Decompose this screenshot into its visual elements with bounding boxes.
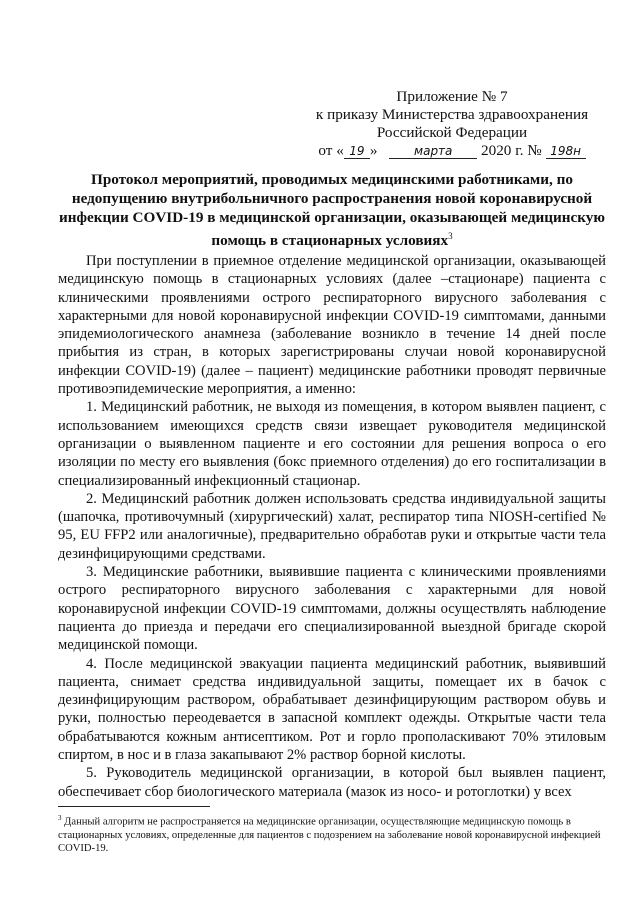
document-title (58, 170, 606, 250)
paragraph-2: 2. Медицинский работник должен использовать средства индивидуальной защиты (шапочка, противочумный (хирургический) халат, респиратор типа NIOSH-certified № 95, EU FFP2 или аналогичные), предварительно обработав руки и открытые части тела дезинфицирующими средствами. (58, 490, 606, 562)
handwritten-order-number: 198н (546, 144, 586, 159)
footnote-divider (58, 806, 210, 807)
footnote (58, 812, 606, 856)
date-mid: » (369, 142, 378, 159)
date-prefix: от « (318, 142, 344, 159)
paragraph-1: 1. Медицинский работник, не выходя из помещения, в котором выявлен пациент, с использованием имеющихся средств связи извещает руководителя медицинской организации о выявленном пациенте и его состоянии для решения вопроса о его изоляции по месту его выявления (бокс приемного отделения) до его госпитализации в специализированный инфекционный стационар. (58, 399, 606, 489)
appendix-number: Приложение № 7 (396, 88, 508, 105)
paragraph-5: 5. Руководитель медицинской организации, в которой был выявлен пациент, обеспечивает сбор биологического материала (мазок из носо- и ротоглотки) у всех (58, 765, 606, 800)
document-body (58, 252, 606, 801)
appendix-header (302, 88, 602, 160)
title-footnote-ref: 3 (448, 231, 453, 241)
title-text: Протокол мероприятий, проводимых медицинскими работниками, по недопущению внутрибольничного распространения новой коронавирусной инфекции COVID-19 в медицинской организации, оказывающей медицинскую помощь в стационарных условиях (58, 171, 606, 250)
handwritten-day: 19 (344, 144, 370, 159)
appendix-federation-line: Российской Федерации (376, 124, 528, 141)
appendix-order-line: к приказу Министерства здравоохранения (315, 106, 589, 123)
intro-paragraph: При поступлении в приемное отделение медицинской организации, оказывающей медицинскую помощь в стационарных условиях (далее –стационаре) пациента с клиническими проявлениями острого респираторного вирусного заболевания с характерными для новой коронавирусной инфекции COVID-19 симптомами, данными эпидемиологического анамнеза (заболевание возникло в течение 14 дней после прибытия из стран, в которых зарегистрированы случаи новой коронавирусной инфекции COVID-19) (далее – пациент) медицинские работники проводят первичные противоэпидемические мероприятия, а именно: (58, 253, 606, 398)
footnote-marker: 3 (58, 814, 62, 822)
handwritten-month: марта (389, 144, 477, 159)
footnote-text: Данный алгоритм не распространяется на медицинские организации, осуществляющие медицинскую помощь в стационарных условиях, определенные для пациентов с подозрением на заболевание новой коронавирусной инфекцией COVID-19. (58, 816, 601, 855)
order-date-line (302, 142, 602, 160)
order-year: 2020 г. № (481, 142, 542, 159)
paragraph-4: 4. После медицинской эвакуации пациента медицинский работник, выявивший пациента, снимает средства индивидуальной защиты, помещает их в бачок с дезинфицирующим раствором, обрабатывает дезинфицирующим раствором обувь и руки, полностью переодевается в запасной комплект одежды. Открытые части тела обрабатываются кожным антисептиком. Рот и горло прополаскивают 70% этиловым спиртом, в нос и в глаза закапывают 2% раствор борной кислоты. (58, 655, 606, 764)
paragraph-3: 3. Медицинские работники, выявившие пациента с клиническими проявлениями острого респираторного вирусного заболевания с характерными для новой коронавирусной инфекции COVID-19 симптомами, должны осуществлять наблюдение пациента до приезда и передачи его специализированной выездной бригаде скорой медицинской помощи. (58, 564, 606, 654)
